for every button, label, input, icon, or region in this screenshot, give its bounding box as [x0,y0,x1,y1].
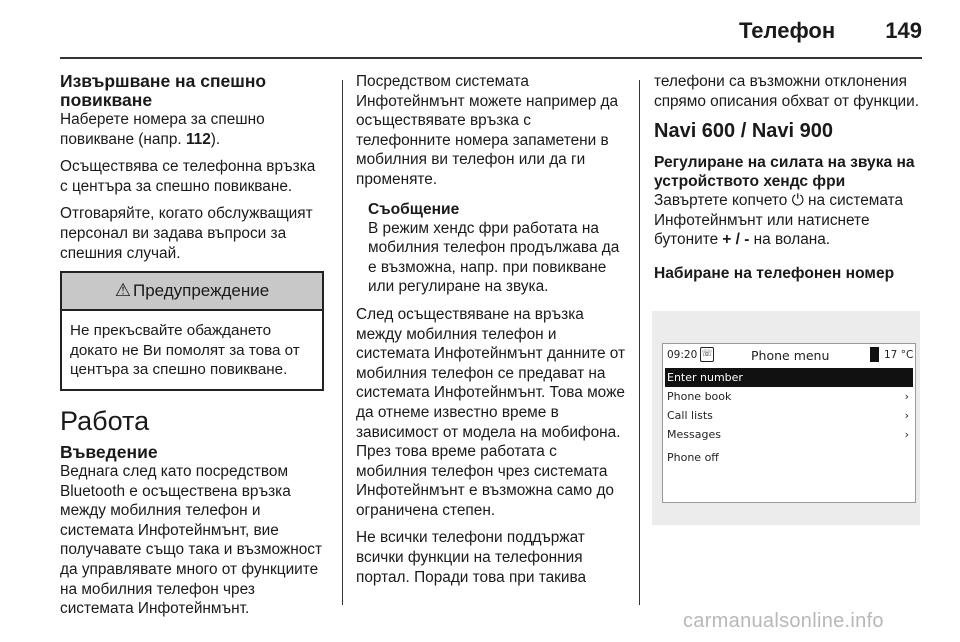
menu-item-call-lists[interactable] [663,406,915,425]
watermark: carmanualsonline.info [683,610,884,632]
column-3 [654,72,924,283]
chevron-right-icon: › [904,409,909,422]
phone-signal-icon [870,347,879,362]
paragraph-deviations: телефони са възможни отклонения спрямо описания обхват от функции. [654,73,919,110]
menu-item-phone-off[interactable] [663,448,915,467]
text-span: на волана. [749,231,831,249]
header-rule [60,57,922,59]
page-header [739,18,922,44]
warning-text: Не прекъсвайте обаждането докато не Ви помолят за това от центъра за спешно повикване. [70,322,300,379]
status-bar [663,344,915,368]
page-number: 149 [885,18,922,43]
text-span: Завъртете копчето [654,192,792,210]
column-2 [356,72,628,595]
note-title: Съобщение [368,200,460,218]
heading-navi: Navi 600 / Navi 900 [654,120,834,143]
menu-item-label: Call lists [667,409,713,422]
paragraph-connection: Осъществява се телефонна връзка с центъра за спешно повикване. [60,158,316,195]
paragraph-not-all: Не всички телефони поддържат всички функции на телефонния портал. Поради това при такива [356,529,587,586]
screen-title: Phone menu [751,348,830,363]
text-span: на системата Инфотейнмънт или натиснете бутоните [654,192,904,249]
heading-volume: Регулиране на силата на звука на устройството хендс фри [654,154,915,191]
page-title: Телефон [738,18,836,43]
plus-minus-buttons: + / - [722,231,750,249]
phone-icon: ☏ [700,347,714,362]
menu-item-enter-number[interactable] [665,368,913,387]
heading-operation: Работа [60,405,150,436]
paragraph-data-transfer: След осъществяване на връзка между мобилния телефон и системата Инфотейнмънт данните от мобилния телефон се предават на системата Инфотейнмънт. Това може да отнеме известно време в зависимост от модела на мобифона. През това време работата с мобилния телефон чрез системата Инфотейнмънт е възможна само до ограничена степен. [356,305,626,519]
paragraph-volume [654,191,924,250]
column-divider-2 [639,80,640,605]
column-1 [60,72,324,627]
note-text: В режим хендс фри работата на мобилния телефон продължава да е възможна, напр. при повикване или регулиране на звука. [368,219,620,296]
temperature: 17 °C [884,349,914,361]
display-screen [662,343,916,503]
emergency-number: 112 [185,130,211,148]
text-span: ). [210,130,221,148]
text-span: Наберете номера за спешно повикване (напр. [60,111,265,148]
paragraph-infotainment: Посредством системата Инфотейнмънт можете например да осъществявате връзка с телефонните номера запаметени в мобилния ви телефон или да ги променяте. [356,73,619,188]
paragraph-answer: Отговаряйте, когато обслужващият персонал ви задава въпроси за спешния случай. [60,205,313,262]
chevron-right-icon: › [904,390,909,403]
paragraph-intro: Веднага след като посредством Bluetooth е осъществена връзка между мобилния телефон и системата Инфотейнмънт, вие получавате също така и възможност да управлявате много от функциите на мобилния телефон чрез системата Инфотейнмънт. [60,462,323,618]
paragraph-dial-emergency [60,110,324,149]
menu-item-label: Messages [667,428,721,441]
heading-dial: Набиране на телефонен номер [654,264,895,282]
warning-icon: ⚠ [114,280,131,301]
note-box [356,200,628,297]
heading-intro: Въведение [60,441,158,462]
warning-header [62,273,322,311]
menu-item-label: Phone off [667,451,719,464]
phone-menu-list [663,368,915,467]
column-divider-1 [342,80,343,605]
menu-item-messages[interactable] [663,425,915,444]
menu-item-label: Enter number [667,371,743,384]
clock: 09:20 [667,349,698,361]
warning-box [60,271,324,391]
warning-title: Предупреждение [132,281,270,301]
menu-item-phone-book[interactable] [663,387,915,406]
heading-emergency: Извършване на спешно повикване [60,71,267,110]
phone-menu-screenshot [652,311,920,525]
menu-item-label: Phone book [667,390,732,403]
chevron-right-icon: › [904,428,909,441]
power-knob-icon: ⏻ [791,192,804,210]
